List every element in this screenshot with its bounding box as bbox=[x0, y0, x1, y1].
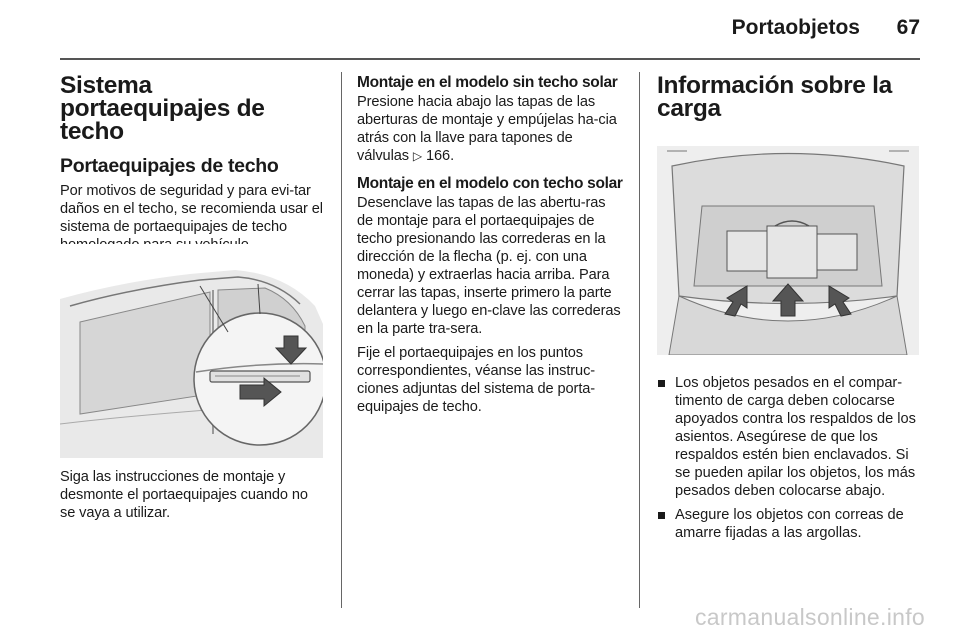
roof-rack-illustration bbox=[60, 244, 323, 458]
paragraph-fixing: Fije el portaequipajes en los puntos correspondientes, véanse las instruc-ciones adjuntas del sistema de porta-equipajes de techo. bbox=[357, 345, 596, 415]
cargo-area-illustration bbox=[657, 146, 919, 355]
list-item-text: Asegure los objetos con correas de amarre fijadas a las argollas. bbox=[675, 507, 904, 541]
column-2 bbox=[357, 74, 625, 416]
bullet-square-icon bbox=[658, 380, 665, 387]
arrow-reference-icon: ▷ bbox=[412, 149, 423, 163]
subheading-with-sunroof: Montaje en el modelo con techo solar bbox=[357, 175, 623, 192]
list-item bbox=[657, 374, 922, 500]
page-reference: 166. bbox=[426, 148, 455, 164]
list-item bbox=[657, 506, 922, 542]
subheading-without-sunroof: Montaje en el modelo sin techo solar bbox=[357, 74, 618, 91]
watermark: carmanualsonline.info bbox=[694, 604, 925, 630]
figure-caption: Siga las instrucciones de montaje y desmonte el portaequipajes cuando no se vaya a utilizar. bbox=[60, 469, 308, 521]
paragraph-with-sunroof: Desenclave las tapas de las abertu-ras de montaje para el portaequipajes de techo presionando las correderas en la dirección de la flecha (p. ej. con una moneda) y extraerlas hacia arriba. Para cerrar las tapas, inserte primero la parte delantera y luego en-clave las correderas en la parte tra-sera. bbox=[357, 195, 621, 337]
running-title: Portaobjetos bbox=[731, 16, 860, 39]
section-heading-roof-rack: Sistema portaequipajes de techo bbox=[60, 72, 265, 145]
paragraph-without-sunroof bbox=[357, 93, 625, 165]
intro-paragraph: Por motivos de seguridad y para evi-tar daños en el techo, se recomienda usar el sistema de portaequipajes de techo bbox=[60, 183, 323, 235]
paragraph-without-sunroof-text: Presione hacia abajo las tapas de las aberturas de montaje y empújelas ha-cia atrás con la llave para tapones de válvulas bbox=[357, 94, 617, 164]
list-item-text: Los objetos pesados en el compar-timento de carga deben colocarse apoyados contra los respaldos de los asientos. Asegúrese de que los respaldos estén bien enclavados. Si se pueden apilar los objetos, los más pesados deben colocarse abajo. bbox=[675, 375, 916, 499]
column-1 bbox=[60, 74, 326, 254]
page-number: 67 bbox=[896, 16, 920, 39]
load-info-list bbox=[657, 374, 922, 542]
subheading-roof-rack: Portaequipajes de techo bbox=[60, 155, 279, 177]
section-heading-load-info: Información sobre la carga bbox=[657, 72, 892, 122]
column-3 bbox=[657, 74, 922, 120]
bullet-square-icon bbox=[658, 512, 665, 519]
column-divider-1 bbox=[341, 72, 342, 608]
header-rule bbox=[60, 58, 920, 60]
column-divider-2 bbox=[639, 72, 640, 608]
